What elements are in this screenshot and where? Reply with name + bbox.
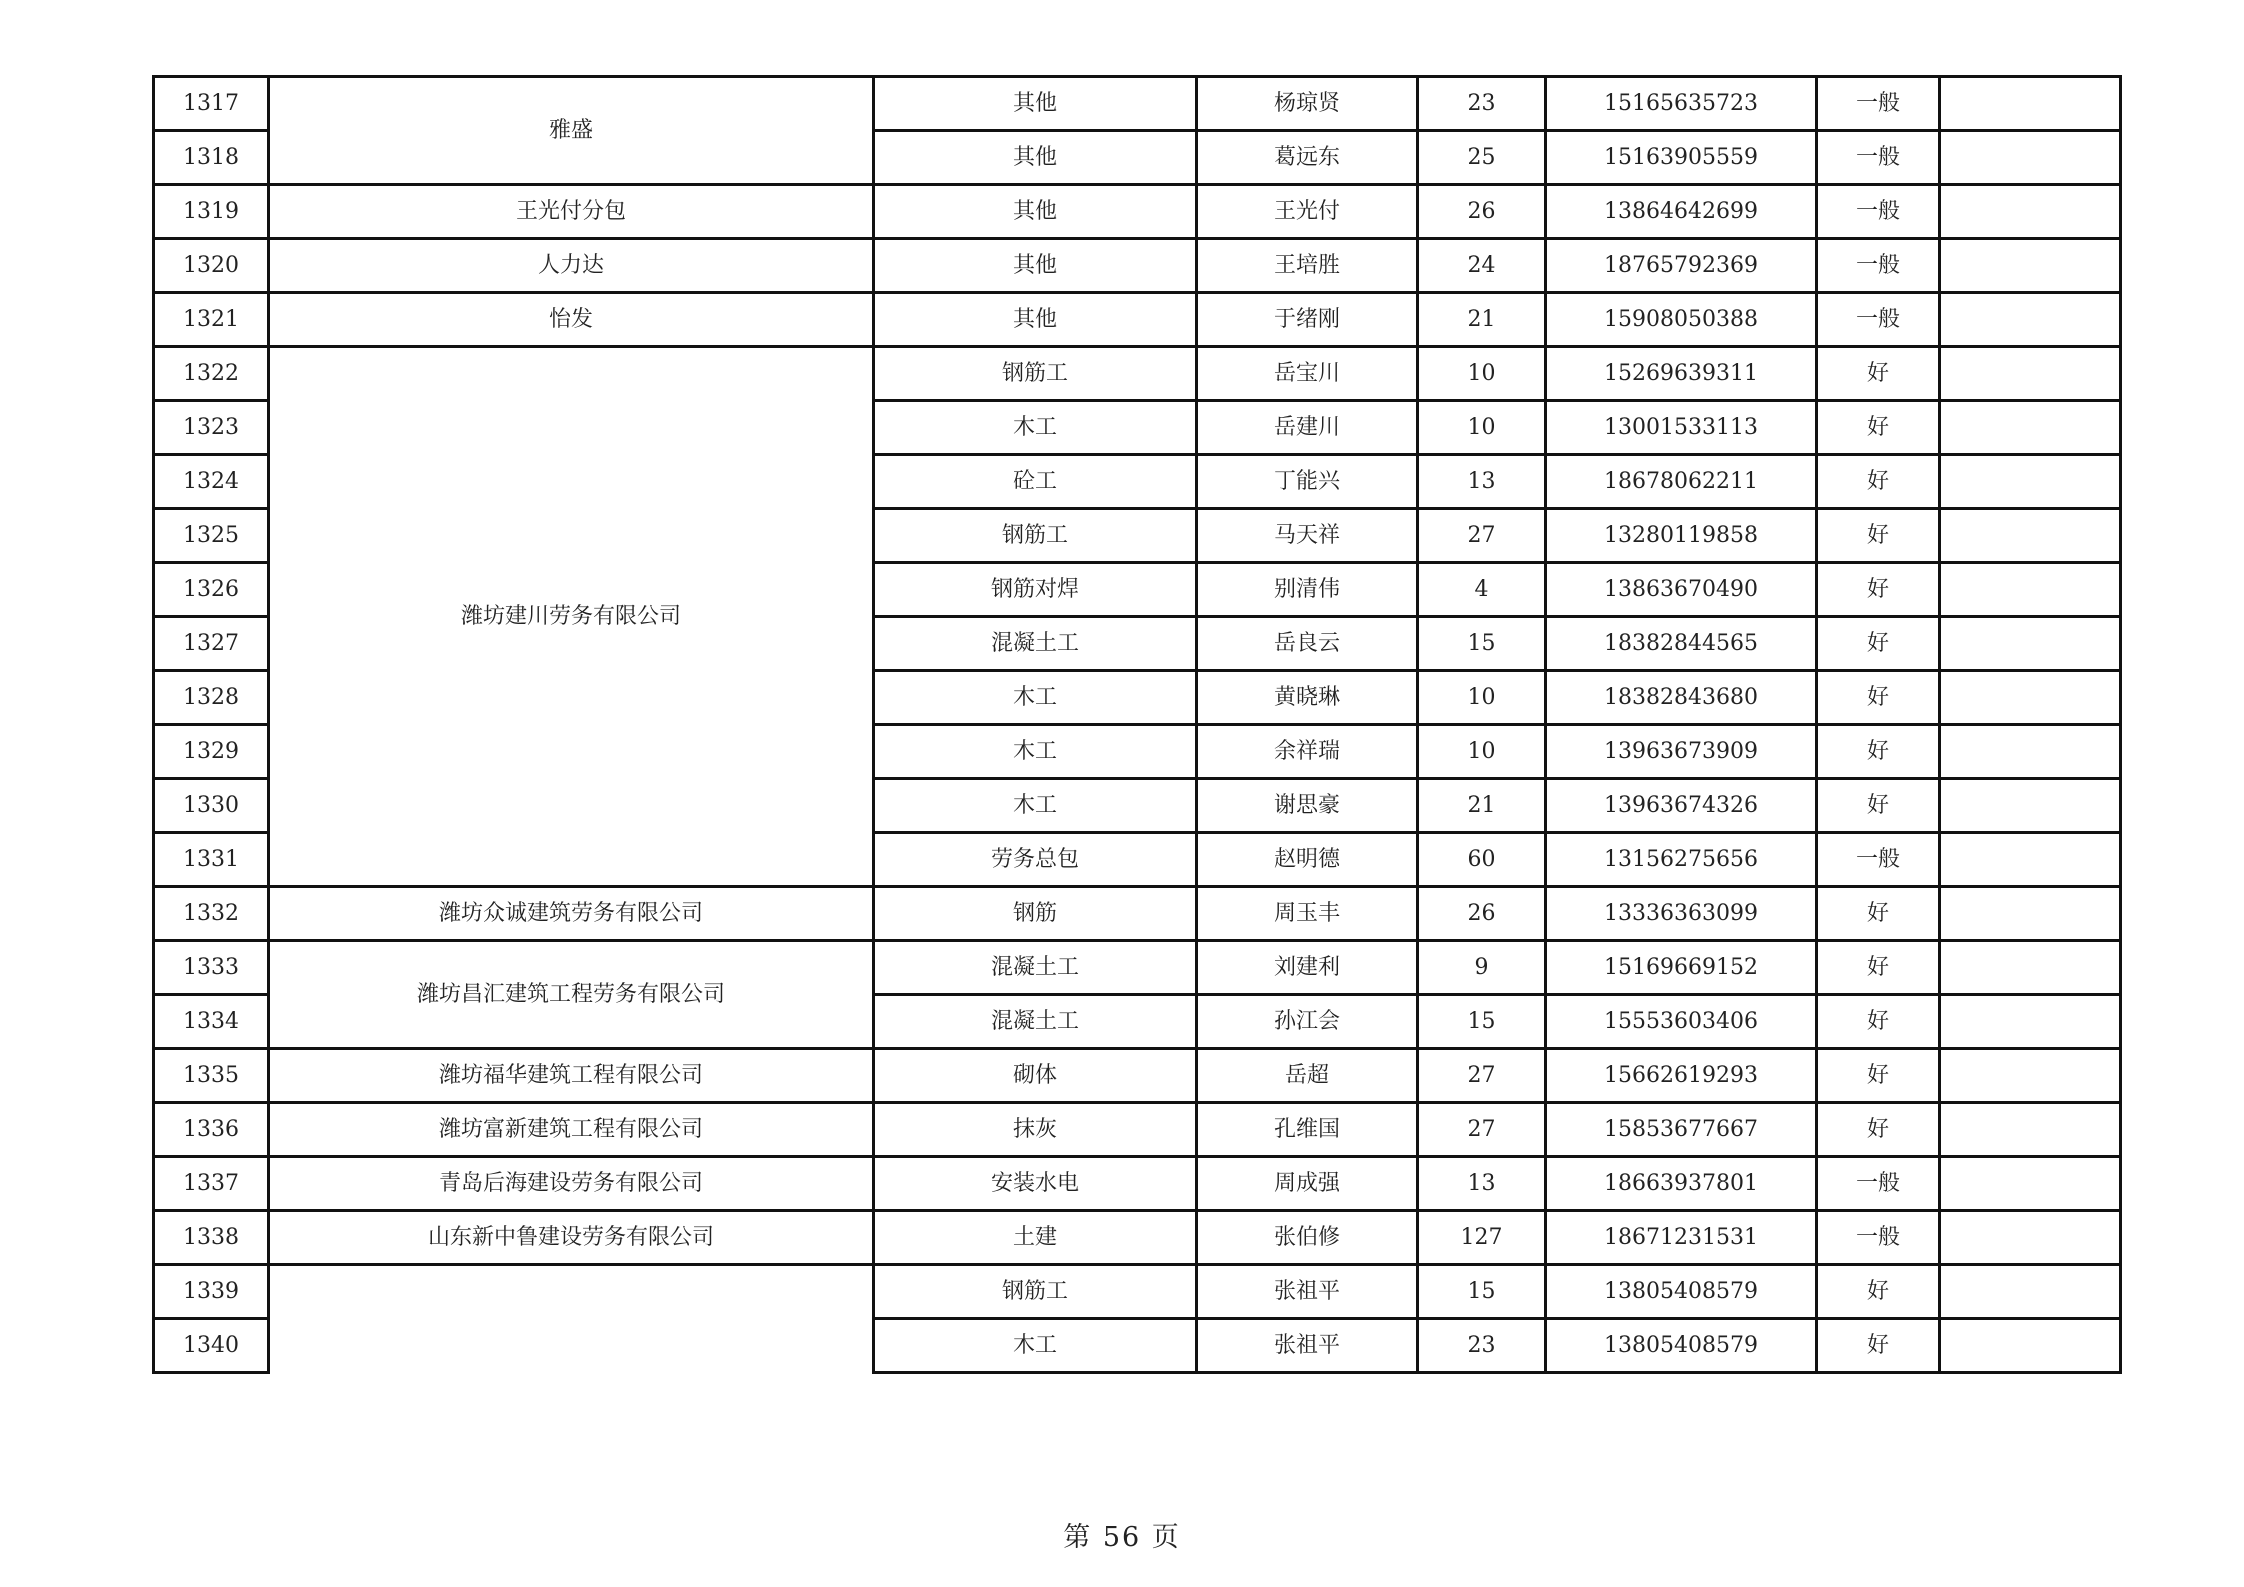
row-number-cell: 1324 <box>154 455 269 509</box>
table-row <box>154 239 2121 293</box>
trade-cell: 木工 <box>874 401 1197 455</box>
row-number-cell: 1339 <box>154 1265 269 1319</box>
rating-cell: 一般 <box>1817 1211 1940 1265</box>
trade-cell: 安装水电 <box>874 1157 1197 1211</box>
phone-cell: 13156275656 <box>1546 833 1817 887</box>
note-cell <box>1940 131 2121 185</box>
contact-name-cell: 杨琼贤 <box>1197 77 1418 131</box>
rating-cell: 好 <box>1817 563 1940 617</box>
headcount-cell: 10 <box>1418 725 1546 779</box>
contact-name-cell: 岳良云 <box>1197 617 1418 671</box>
table-row <box>154 1103 2121 1157</box>
headcount-cell: 127 <box>1418 1211 1546 1265</box>
company-cell: 潍坊福华建筑工程有限公司 <box>269 1049 874 1103</box>
trade-cell: 混凝土工 <box>874 941 1197 995</box>
headcount-cell: 15 <box>1418 995 1546 1049</box>
company-cell: 潍坊建川劳务有限公司 <box>269 347 874 887</box>
rating-cell: 好 <box>1817 1103 1940 1157</box>
trade-cell: 钢筋工 <box>874 1265 1197 1319</box>
contact-name-cell: 余祥瑞 <box>1197 725 1418 779</box>
note-cell <box>1940 455 2121 509</box>
row-number-cell: 1332 <box>154 887 269 941</box>
contact-name-cell: 王光付 <box>1197 185 1418 239</box>
phone-cell: 15662619293 <box>1546 1049 1817 1103</box>
phone-cell: 18671231531 <box>1546 1211 1817 1265</box>
rating-cell: 一般 <box>1817 185 1940 239</box>
phone-cell: 18765792369 <box>1546 239 1817 293</box>
contact-name-cell: 于绪刚 <box>1197 293 1418 347</box>
company-cell: 怡发 <box>269 293 874 347</box>
phone-cell: 15169669152 <box>1546 941 1817 995</box>
note-cell <box>1940 1265 2121 1319</box>
note-cell <box>1940 239 2121 293</box>
trade-cell: 土建 <box>874 1211 1197 1265</box>
phone-cell: 13864642699 <box>1546 185 1817 239</box>
headcount-cell: 23 <box>1418 77 1546 131</box>
row-number-cell: 1317 <box>154 77 269 131</box>
note-cell <box>1940 347 2121 401</box>
company-cell <box>269 1265 874 1373</box>
note-cell <box>1940 671 2121 725</box>
row-number-cell: 1322 <box>154 347 269 401</box>
row-number-cell: 1319 <box>154 185 269 239</box>
row-number-cell: 1334 <box>154 995 269 1049</box>
phone-cell: 13001533113 <box>1546 401 1817 455</box>
trade-cell: 木工 <box>874 779 1197 833</box>
phone-cell: 15908050388 <box>1546 293 1817 347</box>
contact-name-cell: 黄晓琳 <box>1197 671 1418 725</box>
row-number-cell: 1318 <box>154 131 269 185</box>
trade-cell: 砌体 <box>874 1049 1197 1103</box>
contact-name-cell: 王培胜 <box>1197 239 1418 293</box>
headcount-cell: 27 <box>1418 1049 1546 1103</box>
rating-cell: 好 <box>1817 1049 1940 1103</box>
phone-cell: 15853677667 <box>1546 1103 1817 1157</box>
headcount-cell: 15 <box>1418 617 1546 671</box>
rating-cell: 一般 <box>1817 131 1940 185</box>
note-cell <box>1940 509 2121 563</box>
contact-name-cell: 孙江会 <box>1197 995 1418 1049</box>
rating-cell: 一般 <box>1817 833 1940 887</box>
note-cell <box>1940 1157 2121 1211</box>
phone-cell: 18678062211 <box>1546 455 1817 509</box>
note-cell <box>1940 563 2121 617</box>
headcount-cell: 10 <box>1418 347 1546 401</box>
rating-cell: 好 <box>1817 1265 1940 1319</box>
trade-cell: 劳务总包 <box>874 833 1197 887</box>
note-cell <box>1940 77 2121 131</box>
headcount-cell: 24 <box>1418 239 1546 293</box>
phone-cell: 13805408579 <box>1546 1319 1817 1373</box>
phone-cell: 15165635723 <box>1546 77 1817 131</box>
headcount-cell: 21 <box>1418 293 1546 347</box>
table-row <box>154 77 2121 131</box>
rating-cell: 好 <box>1817 347 1940 401</box>
headcount-cell: 27 <box>1418 1103 1546 1157</box>
rating-cell: 一般 <box>1817 1157 1940 1211</box>
rating-cell: 好 <box>1817 995 1940 1049</box>
rating-cell: 好 <box>1817 887 1940 941</box>
phone-cell: 13805408579 <box>1546 1265 1817 1319</box>
note-cell <box>1940 833 2121 887</box>
trade-cell: 其他 <box>874 77 1197 131</box>
rating-cell: 好 <box>1817 617 1940 671</box>
headcount-cell: 4 <box>1418 563 1546 617</box>
roster-table <box>152 75 2122 1374</box>
headcount-cell: 10 <box>1418 401 1546 455</box>
rating-cell: 好 <box>1817 725 1940 779</box>
table-row <box>154 1049 2121 1103</box>
rating-cell: 好 <box>1817 1319 1940 1373</box>
trade-cell: 混凝土工 <box>874 995 1197 1049</box>
headcount-cell: 9 <box>1418 941 1546 995</box>
row-number-cell: 1328 <box>154 671 269 725</box>
contact-name-cell: 岳超 <box>1197 1049 1418 1103</box>
rating-cell: 好 <box>1817 671 1940 725</box>
rating-cell: 好 <box>1817 779 1940 833</box>
rating-cell: 一般 <box>1817 239 1940 293</box>
contact-name-cell: 岳建川 <box>1197 401 1418 455</box>
trade-cell: 其他 <box>874 185 1197 239</box>
note-cell <box>1940 1211 2121 1265</box>
rating-cell: 好 <box>1817 509 1940 563</box>
trade-cell: 混凝土工 <box>874 617 1197 671</box>
headcount-cell: 27 <box>1418 509 1546 563</box>
headcount-cell: 23 <box>1418 1319 1546 1373</box>
headcount-cell: 21 <box>1418 779 1546 833</box>
phone-cell: 18382844565 <box>1546 617 1817 671</box>
company-cell: 潍坊富新建筑工程有限公司 <box>269 1103 874 1157</box>
phone-cell: 13280119858 <box>1546 509 1817 563</box>
phone-cell: 13963673909 <box>1546 725 1817 779</box>
company-cell: 山东新中鲁建设劳务有限公司 <box>269 1211 874 1265</box>
contact-name-cell: 葛远东 <box>1197 131 1418 185</box>
trade-cell: 钢筋 <box>874 887 1197 941</box>
row-number-cell: 1325 <box>154 509 269 563</box>
note-cell <box>1940 1103 2121 1157</box>
phone-cell: 18663937801 <box>1546 1157 1817 1211</box>
note-cell <box>1940 401 2121 455</box>
table-row <box>154 887 2121 941</box>
headcount-cell: 26 <box>1418 185 1546 239</box>
table-row <box>154 1211 2121 1265</box>
trade-cell: 钢筋工 <box>874 347 1197 401</box>
row-number-cell: 1321 <box>154 293 269 347</box>
note-cell <box>1940 617 2121 671</box>
row-number-cell: 1320 <box>154 239 269 293</box>
contact-name-cell: 张伯修 <box>1197 1211 1418 1265</box>
phone-cell: 18382843680 <box>1546 671 1817 725</box>
rating-cell: 好 <box>1817 401 1940 455</box>
note-cell <box>1940 185 2121 239</box>
contact-name-cell: 别清伟 <box>1197 563 1418 617</box>
trade-cell: 其他 <box>874 131 1197 185</box>
row-number-cell: 1327 <box>154 617 269 671</box>
rating-cell: 一般 <box>1817 77 1940 131</box>
headcount-cell: 10 <box>1418 671 1546 725</box>
note-cell <box>1940 725 2121 779</box>
table-row <box>154 1265 2121 1319</box>
table-row <box>154 293 2121 347</box>
trade-cell: 钢筋工 <box>874 509 1197 563</box>
row-number-cell: 1326 <box>154 563 269 617</box>
row-number-cell: 1330 <box>154 779 269 833</box>
contact-name-cell: 张祖平 <box>1197 1265 1418 1319</box>
contact-name-cell: 岳宝川 <box>1197 347 1418 401</box>
row-number-cell: 1323 <box>154 401 269 455</box>
row-number-cell: 1336 <box>154 1103 269 1157</box>
trade-cell: 其他 <box>874 293 1197 347</box>
company-cell: 王光付分包 <box>269 185 874 239</box>
trade-cell: 砼工 <box>874 455 1197 509</box>
headcount-cell: 13 <box>1418 1157 1546 1211</box>
contact-name-cell: 赵明德 <box>1197 833 1418 887</box>
contact-name-cell: 张祖平 <box>1197 1319 1418 1373</box>
headcount-cell: 60 <box>1418 833 1546 887</box>
page-number: 第 56 页 <box>1063 1522 1181 1553</box>
trade-cell: 其他 <box>874 239 1197 293</box>
table-row <box>154 347 2121 401</box>
note-cell <box>1940 995 2121 1049</box>
note-cell <box>1940 887 2121 941</box>
note-cell <box>1940 293 2121 347</box>
trade-cell: 抹灰 <box>874 1103 1197 1157</box>
row-number-cell: 1340 <box>154 1319 269 1373</box>
row-number-cell: 1335 <box>154 1049 269 1103</box>
row-number-cell: 1331 <box>154 833 269 887</box>
trade-cell: 木工 <box>874 725 1197 779</box>
note-cell <box>1940 941 2121 995</box>
table-row <box>154 941 2121 995</box>
phone-cell: 15163905559 <box>1546 131 1817 185</box>
phone-cell: 15553603406 <box>1546 995 1817 1049</box>
rating-cell: 好 <box>1817 941 1940 995</box>
headcount-cell: 13 <box>1418 455 1546 509</box>
row-number-cell: 1337 <box>154 1157 269 1211</box>
headcount-cell: 25 <box>1418 131 1546 185</box>
trade-cell: 木工 <box>874 671 1197 725</box>
trade-cell: 木工 <box>874 1319 1197 1373</box>
company-cell: 青岛后海建设劳务有限公司 <box>269 1157 874 1211</box>
row-number-cell: 1333 <box>154 941 269 995</box>
company-cell: 人力达 <box>269 239 874 293</box>
row-number-cell: 1338 <box>154 1211 269 1265</box>
phone-cell: 13963674326 <box>1546 779 1817 833</box>
contact-name-cell: 孔维国 <box>1197 1103 1418 1157</box>
company-cell: 潍坊众诚建筑劳务有限公司 <box>269 887 874 941</box>
headcount-cell: 26 <box>1418 887 1546 941</box>
table-row <box>154 185 2121 239</box>
phone-cell: 13863670490 <box>1546 563 1817 617</box>
contact-name-cell: 马天祥 <box>1197 509 1418 563</box>
row-number-cell: 1329 <box>154 725 269 779</box>
contact-name-cell: 谢思豪 <box>1197 779 1418 833</box>
rating-cell: 好 <box>1817 455 1940 509</box>
note-cell <box>1940 1049 2121 1103</box>
company-cell: 潍坊昌汇建筑工程劳务有限公司 <box>269 941 874 1049</box>
trade-cell: 钢筋对焊 <box>874 563 1197 617</box>
contact-name-cell: 刘建利 <box>1197 941 1418 995</box>
company-cell: 雅盛 <box>269 77 874 185</box>
phone-cell: 13336363099 <box>1546 887 1817 941</box>
contact-name-cell: 周成强 <box>1197 1157 1418 1211</box>
note-cell <box>1940 1319 2121 1373</box>
note-cell <box>1940 779 2121 833</box>
phone-cell: 15269639311 <box>1546 347 1817 401</box>
contact-name-cell: 丁能兴 <box>1197 455 1418 509</box>
rating-cell: 一般 <box>1817 293 1940 347</box>
headcount-cell: 15 <box>1418 1265 1546 1319</box>
contact-name-cell: 周玉丰 <box>1197 887 1418 941</box>
table-row <box>154 1157 2121 1211</box>
